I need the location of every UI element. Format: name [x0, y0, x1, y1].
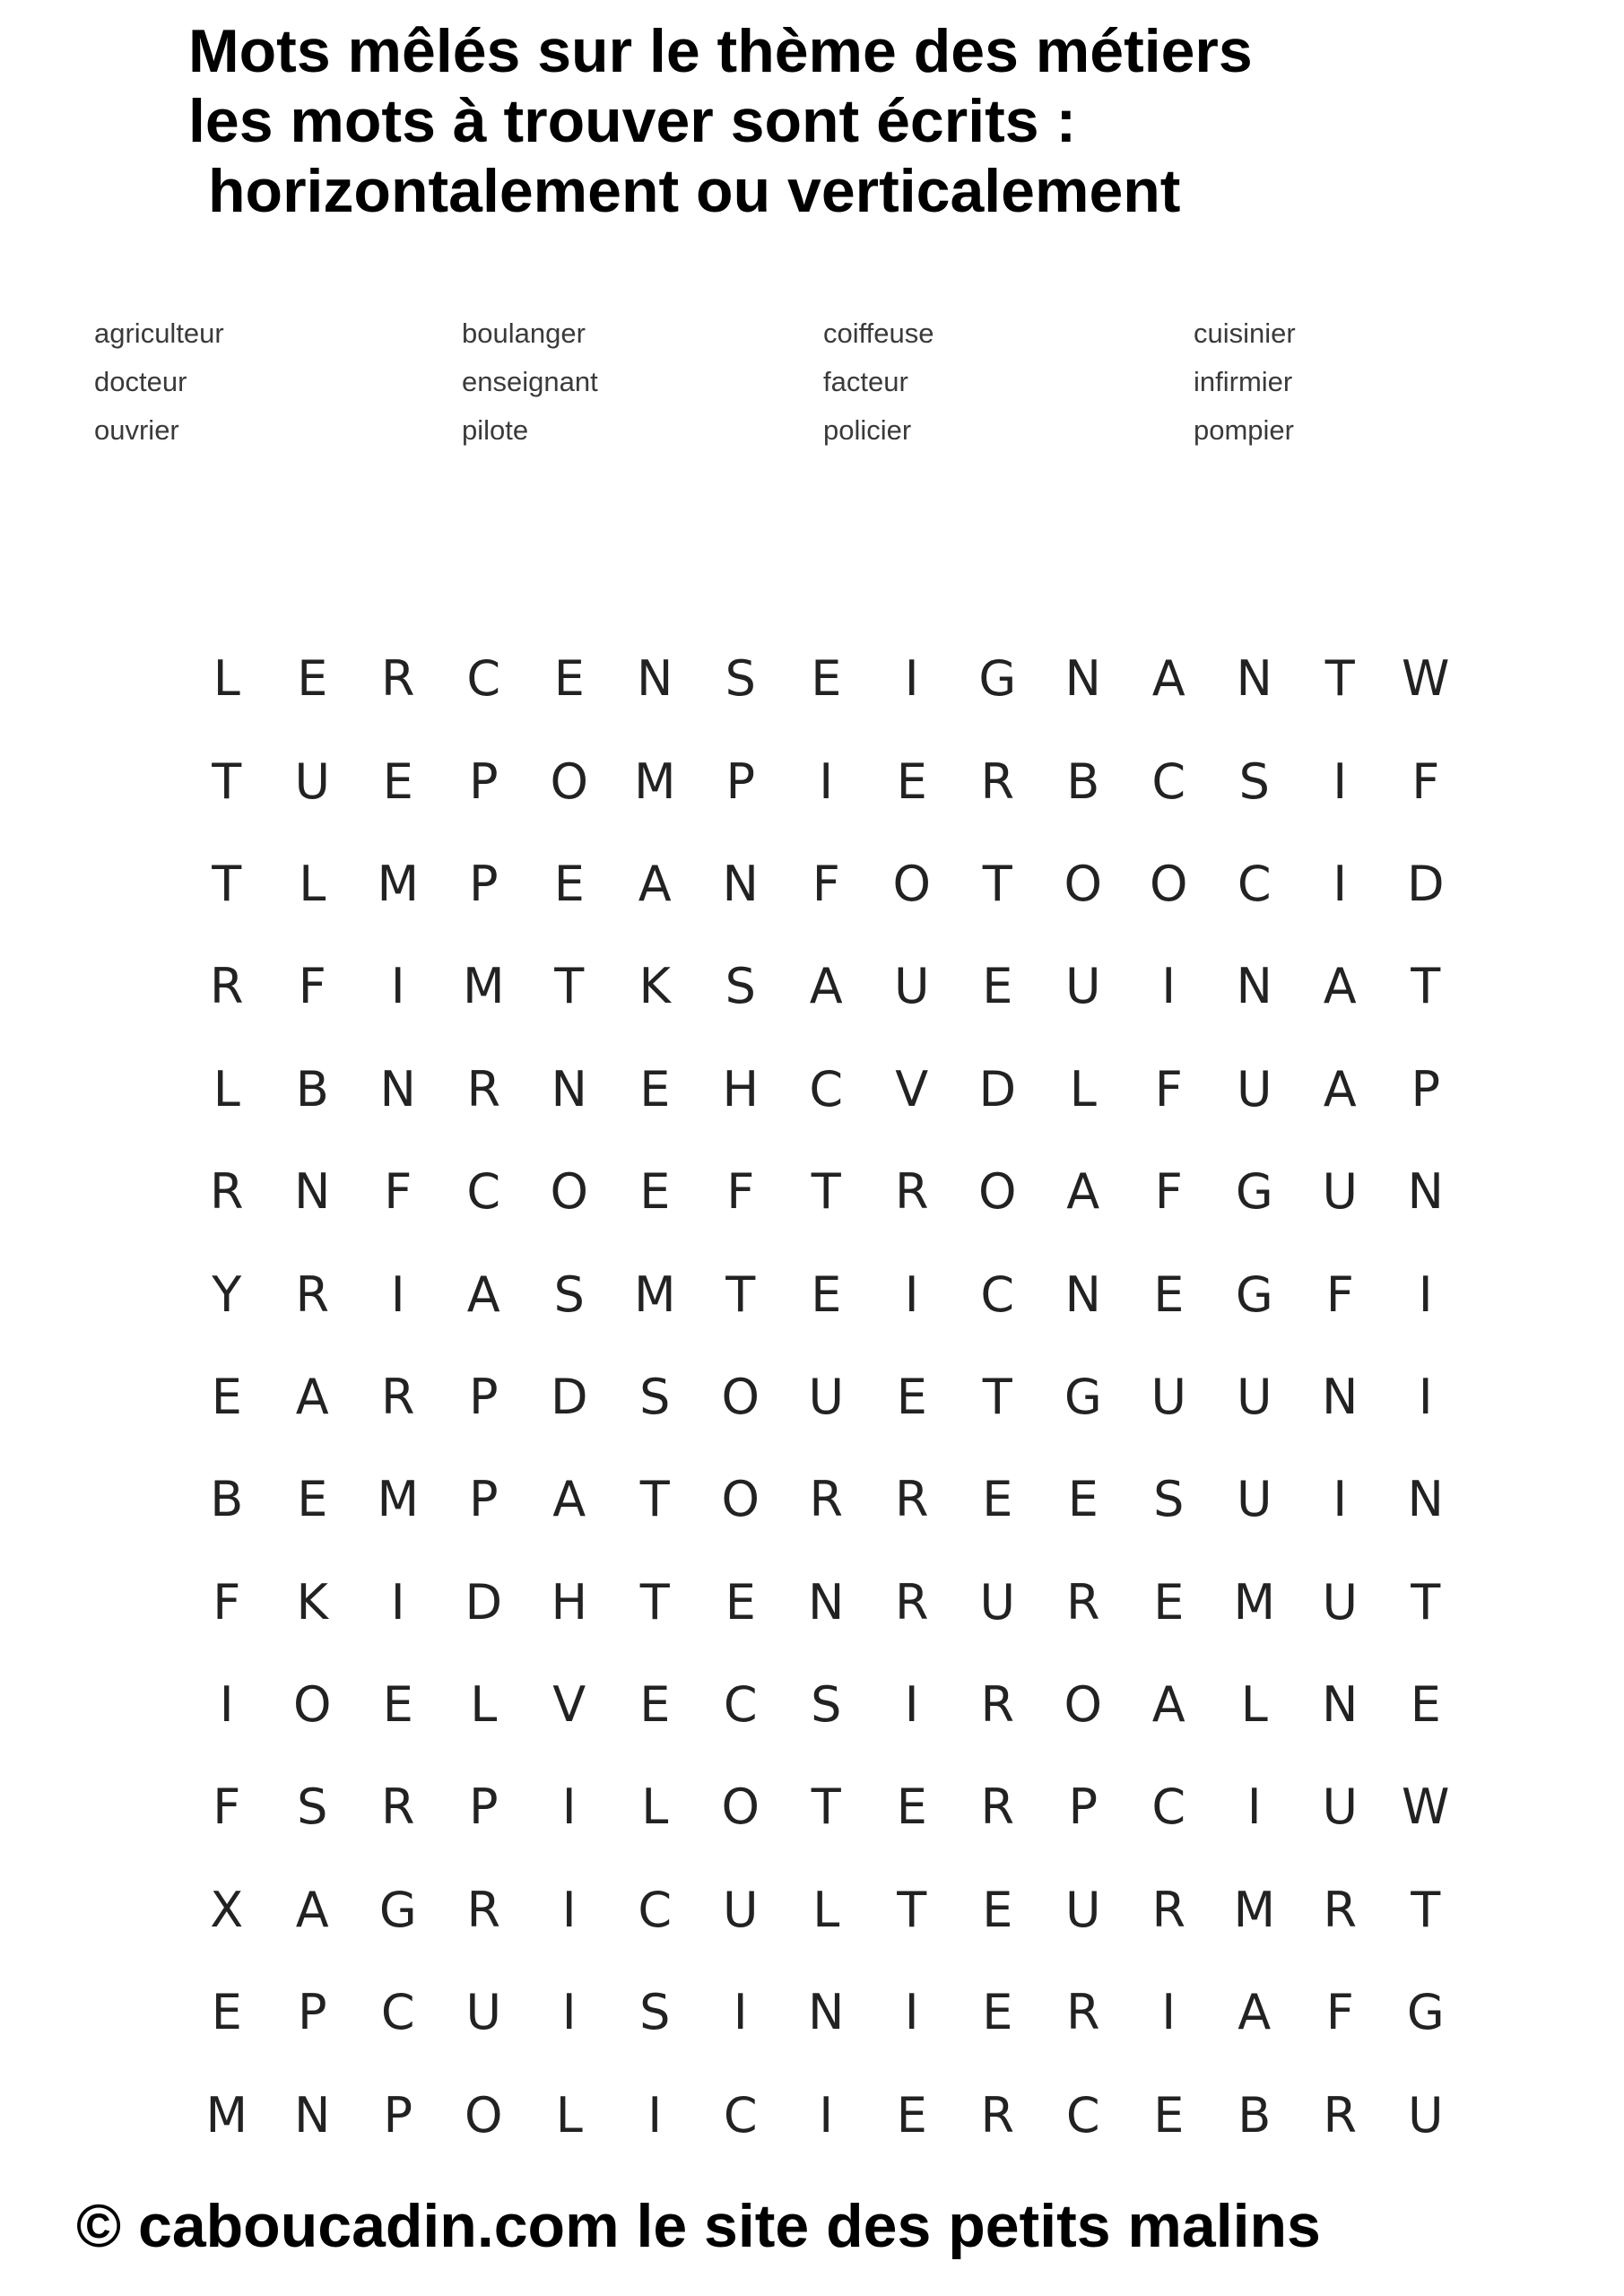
grid-letter: E [297, 1471, 328, 1528]
grid-letter: C [980, 1265, 1015, 1323]
grid-letter: X [210, 1881, 244, 1938]
grid-letter: R [380, 1779, 415, 1836]
grid-letter: C [723, 2086, 758, 2144]
grid-letter: L [641, 1779, 669, 1836]
grid-letter: G [1235, 1265, 1273, 1323]
letter-grid [184, 628, 1469, 2167]
grid-letter: S [639, 1368, 671, 1425]
grid-letter: N [1407, 1471, 1444, 1528]
grid-letter: P [1411, 1060, 1441, 1118]
grid-letter: E [982, 1984, 1013, 2041]
grid-letter: T [1411, 958, 1441, 1015]
grid-letter: S [811, 1676, 842, 1734]
grid-letter: W [1402, 1779, 1450, 1836]
grid-letter: I [1418, 1368, 1433, 1425]
grid-letter: R [380, 650, 415, 708]
grid-letter: L [555, 2086, 583, 2144]
grid-letter: U [808, 1368, 845, 1425]
grid-letter: U [1236, 1368, 1272, 1425]
grid-letter: A [638, 855, 672, 912]
grid-letter: E [896, 2086, 927, 2144]
grid-letter: R [1323, 2086, 1358, 2144]
grid-letter: L [299, 855, 326, 912]
grid-letter: E [896, 1779, 927, 1836]
grid-letter: N [637, 650, 673, 708]
grid-letter: S [725, 650, 756, 708]
title-line-1: Mots mêlés sur le thème des métiers [188, 17, 1253, 85]
grid-letter: D [550, 1368, 588, 1425]
grid-letter: H [722, 1060, 760, 1118]
grid-letter: A [295, 1881, 329, 1938]
grid-letter: N [379, 1060, 416, 1118]
word-list-item: cuisinier [1194, 317, 1296, 349]
grid-letter: L [812, 1881, 840, 1938]
grid-letter: L [470, 1676, 498, 1734]
grid-letter: B [210, 1471, 244, 1528]
grid-letter: L [1069, 1060, 1097, 1118]
grid-letter: F [298, 958, 326, 1015]
grid-letter: S [1238, 752, 1270, 810]
grid-letter: R [980, 1676, 1015, 1734]
grid-letter: N [1322, 1676, 1359, 1734]
grid-letter: U [1322, 1163, 1359, 1221]
grid-letter: P [468, 752, 499, 810]
grid-letter: R [894, 1163, 929, 1221]
grid-letter: R [209, 958, 244, 1015]
grid-letter: N [808, 1984, 845, 2041]
grid-letter: F [384, 1163, 413, 1221]
grid-letter: E [382, 1676, 413, 1734]
word-list-item: policier [823, 414, 912, 446]
grid-letter: I [561, 1779, 577, 1836]
word-list [94, 309, 1439, 462]
grid-letter: T [639, 1471, 670, 1528]
grid-letter: R [209, 1163, 244, 1221]
grid-letter: O [292, 1676, 332, 1734]
grid-letter: U [979, 1573, 1016, 1631]
grid-letter: A [809, 958, 843, 1015]
grid-letter: T [811, 1163, 841, 1221]
grid-letter: N [551, 1060, 587, 1118]
grid-letter: U [1407, 2086, 1444, 2144]
grid-letter: C [809, 1060, 844, 1118]
grid-letter: A [1323, 1060, 1357, 1118]
grid-letter: P [725, 752, 756, 810]
grid-letter: M [205, 2086, 248, 2144]
grid-letter: P [383, 2086, 413, 2144]
title-line-2: les mots à trouver sont écrits : [188, 87, 1077, 155]
grid-letter: C [1065, 2086, 1100, 2144]
grid-letter: F [812, 855, 840, 912]
grid-letter: C [723, 1676, 758, 1734]
grid-letter: K [296, 1573, 328, 1631]
grid-letter: I [733, 1984, 748, 2041]
grid-letter: N [1236, 650, 1272, 708]
grid-letter: F [213, 1573, 241, 1631]
grid-letter: T [212, 752, 242, 810]
grid-letter: E [811, 650, 842, 708]
grid-letter: R [809, 1471, 844, 1528]
grid-letter: V [895, 1060, 929, 1118]
grid-letter: F [1154, 1163, 1183, 1221]
grid-letter: C [1237, 855, 1272, 912]
grid-letter: P [1068, 1779, 1099, 1836]
grid-letter: I [819, 752, 834, 810]
grid-letter: E [553, 855, 585, 912]
grid-letter: P [468, 1779, 499, 1836]
grid-letter: E [553, 650, 585, 708]
grid-letter: R [980, 1779, 1015, 1836]
word-list-item: infirmier [1194, 366, 1293, 397]
grid-letter: E [1410, 1676, 1441, 1734]
grid-letter: O [977, 1163, 1017, 1221]
grid-letter: E [896, 1368, 927, 1425]
grid-letter: L [1240, 1676, 1268, 1734]
grid-letter: I [1161, 958, 1177, 1015]
grid-letter: A [466, 1265, 500, 1323]
grid-letter: E [1153, 2086, 1185, 2144]
grid-letter: N [1064, 650, 1101, 708]
grid-letter: R [466, 1881, 501, 1938]
grid-letter: U [1236, 1471, 1272, 1528]
grid-letter: R [980, 2086, 1015, 2144]
word-list-item: boulanger [462, 317, 586, 349]
grid-letter: O [892, 855, 931, 912]
grid-letter: O [464, 2086, 503, 2144]
grid-letter: U [1322, 1573, 1359, 1631]
grid-letter: I [904, 1676, 919, 1734]
grid-letter: D [465, 1573, 503, 1631]
grid-letter: C [466, 650, 501, 708]
grid-letter: G [1235, 1163, 1273, 1221]
grid-letter: M [1233, 1881, 1276, 1938]
grid-letter: E [896, 752, 927, 810]
grid-letter: T [982, 855, 1012, 912]
grid-letter: U [1236, 1060, 1272, 1118]
grid-letter: T [1411, 1881, 1441, 1938]
grid-letter: I [1333, 752, 1348, 810]
grid-letter: E [211, 1368, 242, 1425]
word-list-item: enseignant [462, 366, 598, 397]
grid-letter: O [1064, 1676, 1102, 1734]
grid-letter: O [550, 752, 588, 810]
grid-letter: M [633, 752, 676, 810]
grid-letter: E [382, 752, 413, 810]
grid-letter: P [297, 1984, 327, 2041]
grid-letter: U [1151, 1368, 1187, 1425]
word-list-item: facteur [823, 366, 908, 397]
grid-letter: R [1323, 1881, 1358, 1938]
grid-letter: C [1151, 752, 1186, 810]
grid-letter: R [894, 1573, 929, 1631]
grid-letter: T [554, 958, 585, 1015]
grid-letter: L [213, 1060, 240, 1118]
grid-letter: U [294, 752, 331, 810]
grid-letter: C [1151, 1779, 1186, 1836]
grid-letter: U [893, 958, 930, 1015]
grid-letter: U [722, 1881, 759, 1938]
grid-letter: V [552, 1676, 586, 1734]
grid-letter: E [639, 1163, 671, 1221]
grid-letter: S [725, 958, 756, 1015]
grid-letter: E [211, 1984, 242, 2041]
grid-letter: O [721, 1471, 760, 1528]
grid-letter: F [213, 1779, 241, 1836]
grid-letter: U [1064, 1881, 1101, 1938]
grid-letter: T [982, 1368, 1012, 1425]
grid-letter: M [633, 1265, 676, 1323]
grid-letter: N [1064, 1265, 1101, 1323]
grid-letter: E [725, 1573, 756, 1631]
grid-letter: I [390, 958, 405, 1015]
grid-letter: I [819, 2086, 834, 2144]
grid-letter: E [982, 1471, 1013, 1528]
word-list-item: coiffeuse [823, 317, 934, 349]
grid-letter: I [561, 1984, 577, 2041]
grid-letter: M [377, 1471, 420, 1528]
title-line-3: horizontalement ou verticalement [208, 157, 1181, 225]
grid-letter: A [1066, 1163, 1100, 1221]
grid-letter: I [647, 2086, 663, 2144]
grid-letter: E [1153, 1573, 1185, 1631]
grid-letter: E [297, 650, 328, 708]
grid-letter: E [639, 1676, 671, 1734]
grid-letter: R [466, 1060, 501, 1118]
grid-letter: A [552, 1471, 586, 1528]
grid-letter: R [1065, 1573, 1100, 1631]
grid-letter: P [468, 855, 499, 912]
grid-letter: I [219, 1676, 234, 1734]
grid-letter: I [1333, 855, 1348, 912]
grid-letter: I [390, 1573, 405, 1631]
grid-letter: A [1151, 650, 1185, 708]
grid-letter: E [982, 1881, 1013, 1938]
grid-letter: N [722, 855, 759, 912]
grid-letter: R [295, 1265, 330, 1323]
grid-letter: I [904, 1984, 919, 2041]
grid-letter: T [1324, 650, 1355, 708]
grid-letter: S [1153, 1471, 1185, 1528]
grid-letter: E [639, 1060, 671, 1118]
grid-letter: N [294, 2086, 331, 2144]
grid-letter: I [904, 1265, 919, 1323]
grid-letter: K [638, 958, 671, 1015]
grid-letter: T [897, 1881, 927, 1938]
grid-letter: E [982, 958, 1013, 1015]
grid-letter: M [1233, 1573, 1276, 1631]
grid-letter: S [297, 1779, 328, 1836]
grid-letter: I [904, 650, 919, 708]
grid-letter: O [1064, 855, 1102, 912]
grid-letter: I [1418, 1265, 1433, 1323]
grid-letter: T [811, 1779, 841, 1836]
grid-letter: F [1154, 1060, 1183, 1118]
grid-letter: A [1323, 958, 1357, 1015]
grid-letter: I [1161, 1984, 1177, 2041]
grid-letter: P [468, 1471, 499, 1528]
grid-letter: F [726, 1163, 755, 1221]
grid-letter: R [1151, 1881, 1186, 1938]
grid-letter: T [725, 1265, 756, 1323]
grid-letter: H [551, 1573, 588, 1631]
copyright-footer: © caboucadin.com le site des petits malins [76, 2192, 1321, 2260]
grid-letter: U [1322, 1779, 1359, 1836]
grid-letter: T [212, 855, 242, 912]
grid-letter: T [1411, 1573, 1441, 1631]
grid-letter: O [1149, 855, 1188, 912]
grid-letter: U [465, 1984, 502, 2041]
word-list-item: docteur [94, 366, 187, 397]
grid-letter: S [553, 1265, 585, 1323]
grid-letter: N [1322, 1368, 1359, 1425]
grid-letter: M [377, 855, 420, 912]
word-list-item: pilote [462, 414, 529, 446]
grid-letter: R [894, 1471, 929, 1528]
grid-letter: O [721, 1368, 760, 1425]
grid-letter: R [980, 752, 1015, 810]
grid-letter: G [1064, 1368, 1102, 1425]
grid-letter: N [1236, 958, 1272, 1015]
grid-letter: R [1065, 1984, 1100, 2041]
page-title [188, 16, 1533, 226]
grid-letter: M [462, 958, 505, 1015]
grid-letter: I [390, 1265, 405, 1323]
grid-letter: I [1333, 1471, 1348, 1528]
grid-letter: R [380, 1368, 415, 1425]
grid-letter: S [639, 1984, 671, 2041]
grid-letter: C [638, 1881, 673, 1938]
grid-letter: T [639, 1573, 670, 1631]
grid-letter: F [1411, 752, 1440, 810]
grid-letter: C [466, 1163, 501, 1221]
grid-letter: U [1064, 958, 1101, 1015]
grid-letter: B [1238, 2086, 1272, 2144]
grid-letter: A [295, 1368, 329, 1425]
grid-letter: E [1153, 1265, 1185, 1323]
grid-letter: D [978, 1060, 1017, 1118]
grid-letter: O [550, 1163, 588, 1221]
grid-letter: B [1066, 752, 1100, 810]
grid-letter: N [294, 1163, 331, 1221]
grid-letter: I [561, 1881, 577, 1938]
word-list-item: agriculteur [94, 317, 224, 349]
word-list-item: pompier [1194, 414, 1294, 446]
grid-letter: A [1238, 1984, 1272, 2041]
grid-letter: L [213, 650, 240, 708]
grid-letter: N [808, 1573, 845, 1631]
grid-letter: D [1406, 855, 1445, 912]
grid-letter: C [380, 1984, 415, 2041]
grid-letter: I [1246, 1779, 1262, 1836]
grid-letter: E [1067, 1471, 1099, 1528]
grid-letter: F [1325, 1265, 1354, 1323]
word-list-item: ouvrier [94, 414, 179, 446]
grid-letter: G [378, 1881, 417, 1938]
grid-letter: A [1151, 1676, 1185, 1734]
grid-letter: B [295, 1060, 329, 1118]
grid-letter: G [978, 650, 1017, 708]
grid-letter: F [1325, 1984, 1354, 2041]
grid-letter: G [1406, 1984, 1445, 2041]
grid-letter: O [721, 1779, 760, 1836]
grid-letter: W [1402, 650, 1450, 708]
grid-letter: Y [212, 1265, 242, 1323]
grid-letter: P [468, 1368, 499, 1425]
grid-letter: E [811, 1265, 842, 1323]
grid-letter: N [1407, 1163, 1444, 1221]
